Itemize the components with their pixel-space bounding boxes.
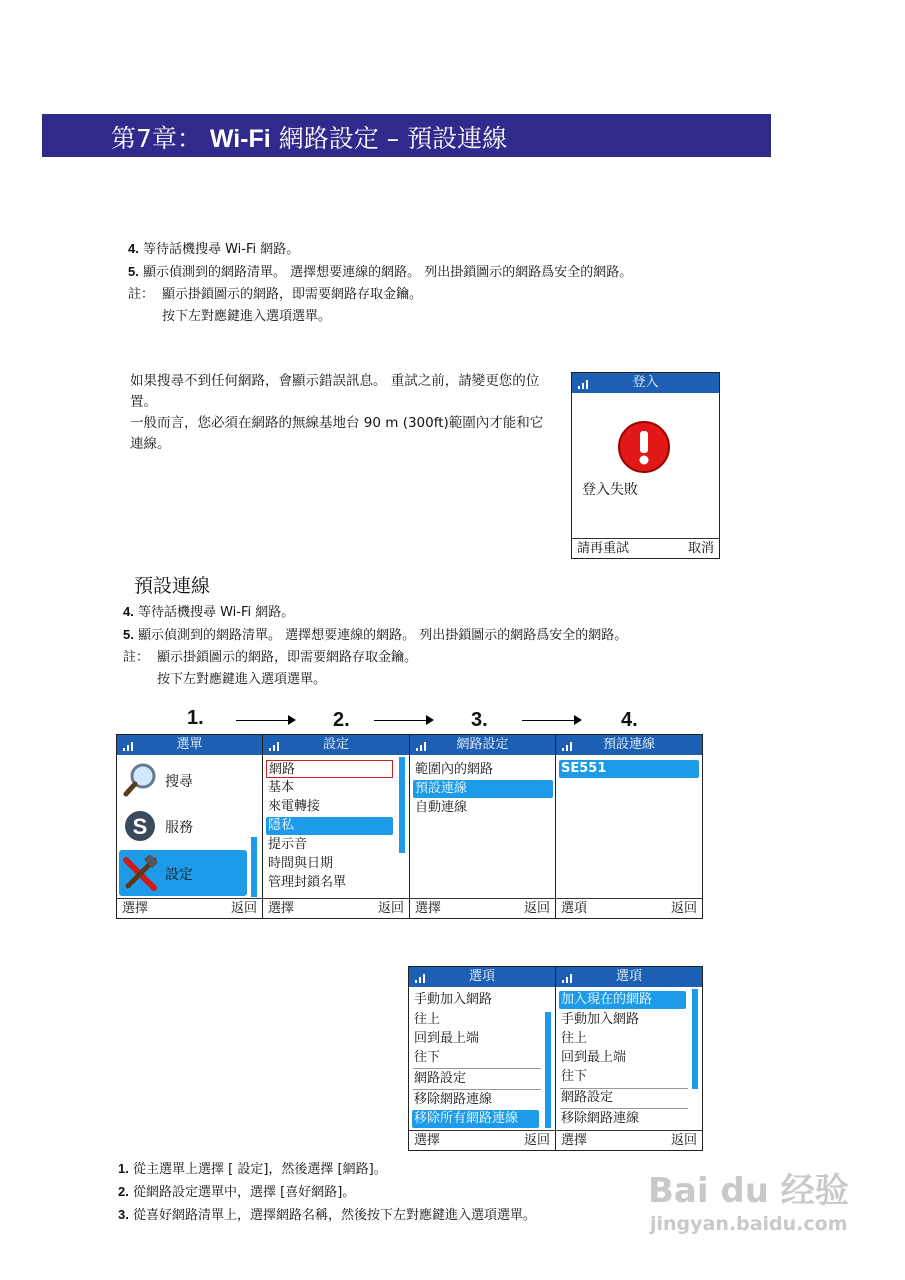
- select-softkey[interactable]: 選擇: [122, 901, 149, 916]
- option-manual-add[interactable]: 手動加入網路: [561, 1012, 640, 1027]
- login-failed-message: 登入失敗: [582, 482, 638, 498]
- settings-item-network[interactable]: 網路: [266, 760, 393, 778]
- network-entry[interactable]: SE551: [559, 760, 699, 778]
- cancel-softkey[interactable]: 取消: [687, 541, 714, 556]
- chapter-wifi: Wi-Fi: [209, 125, 271, 153]
- scrollbar[interactable]: [545, 1012, 551, 1128]
- select-softkey[interactable]: 選擇: [414, 1133, 441, 1148]
- divider: [560, 1108, 688, 1109]
- option-manual-add[interactable]: 手動加入網路: [414, 992, 493, 1007]
- option-remove[interactable]: 移除網路連線: [561, 1111, 640, 1126]
- watermark-logo: Bai du 经验: [648, 1171, 849, 1211]
- option-down[interactable]: 往下: [561, 1069, 588, 1084]
- chapter-title-text: 網路設定 – 預設連線: [278, 124, 508, 153]
- error-exclamation-icon: [617, 420, 671, 474]
- option-top[interactable]: 回到最上端: [561, 1050, 627, 1065]
- network-item-default[interactable]: 預設連線: [413, 780, 553, 798]
- settings-item-forward[interactable]: 來電轉接: [268, 799, 321, 814]
- settings-item-blocklist[interactable]: 管理封鎖名單: [268, 875, 347, 890]
- option-up[interactable]: 往上: [561, 1031, 588, 1046]
- network-item-auto[interactable]: 自動連線: [415, 800, 468, 815]
- back-softkey[interactable]: 返回: [230, 901, 257, 916]
- chapter-prefix: 第7章：: [111, 124, 202, 153]
- scrollbar[interactable]: [399, 757, 405, 853]
- back-softkey[interactable]: 返回: [523, 901, 550, 916]
- back-softkey[interactable]: 返回: [523, 1133, 550, 1148]
- network-item-in-range[interactable]: 範圍內的網路: [415, 762, 494, 777]
- signal-icon: [562, 971, 576, 983]
- option-network-settings[interactable]: 網路設定: [414, 1071, 467, 1086]
- option-down[interactable]: 往下: [414, 1050, 441, 1065]
- default-connection-screen: 預設連線 SE551 選項 返回: [555, 734, 703, 919]
- flow-step-2: 2.: [333, 709, 350, 731]
- settings-screen: 設定 網路 基本 來電轉接 隱私 提示音 時間與日期 管理封鎖名單 選擇 返回: [262, 734, 410, 919]
- option-join-current[interactable]: 加入現在的網路: [559, 991, 686, 1009]
- back-softkey[interactable]: 返回: [670, 901, 697, 916]
- description: 如果搜尋不到任何網路，會顯示錯誤訊息。 重試之前，請變更您的位置。 一般而言，您必須在網路的無線基地台 90 m (300ft)範圍內才能和它連線。: [130, 373, 544, 452]
- signal-icon: [578, 377, 592, 389]
- option-top[interactable]: 回到最上端: [414, 1031, 480, 1046]
- chapter-title: [111, 119, 507, 155]
- option-up[interactable]: 往上: [414, 1012, 441, 1027]
- back-softkey[interactable]: 返回: [377, 901, 404, 916]
- login-failed-screen: [571, 372, 720, 559]
- settings-item-tones[interactable]: 提示音: [268, 837, 308, 852]
- svg-text:S: S: [132, 814, 148, 839]
- signal-icon: [415, 971, 429, 983]
- skype-icon: [123, 809, 157, 843]
- top-steps: 4. 等待話機搜尋 Wi-Fi 網路。 5. 顯示偵測到的網路清單。 選擇想要連線的網路。 列出掛鎖圖示的網路爲安全的網路。 註： 顯示掛鎖圖示的網路，即需要網路存取金鑰。 按下左對應鍵進入選項選單。: [128, 241, 633, 324]
- network-settings-screen: 網路設定 範圍內的網路 預設連線 自動連線 選擇 返回: [409, 734, 556, 919]
- options-screen-1: 選項 手動加入網路 往上 回到最上端 往下 網路設定 移除網路連線 移除所有網路連線 選擇 返回: [408, 966, 556, 1151]
- signal-icon: [416, 739, 430, 751]
- signal-icon: [269, 739, 283, 751]
- divider: [413, 1068, 541, 1069]
- option-remove[interactable]: 移除網路連線: [414, 1092, 493, 1107]
- main-menu-screen: 選單 搜尋 S 服務 設定 選擇 返回: [116, 734, 263, 919]
- scrollbar[interactable]: [692, 989, 698, 1089]
- option-remove-all[interactable]: 移除所有網路連線: [412, 1110, 539, 1128]
- flow-arrow: [374, 720, 432, 721]
- settings-item-privacy[interactable]: 隱私: [266, 817, 393, 835]
- section-heading: 預設連線: [134, 575, 211, 597]
- flow-step-1: 1.: [187, 707, 204, 729]
- signal-icon: [562, 739, 576, 751]
- flow-step-4: 4.: [621, 709, 638, 731]
- select-softkey[interactable]: 選擇: [415, 901, 442, 916]
- options-screen-2: 選項 加入現在的網路 手動加入網路 往上 回到最上端 往下 網路設定 移除網路連線 選擇 返回: [555, 966, 703, 1151]
- menu-item-service[interactable]: 服務: [165, 820, 193, 836]
- watermark-url: jingyan.baidu.com: [650, 1213, 848, 1235]
- back-softkey[interactable]: 返回: [670, 1133, 697, 1148]
- menu-item-settings[interactable]: 設定: [165, 867, 193, 883]
- bottom-steps: 1. 從主選單上選擇 [ 設定]，然後選擇 [網路]。 2. 從網路設定選單中，選擇 [喜好網路]。 3. 從喜好網路清單上，選擇網路名稱，然後按下左對應鍵進入選項選單。: [118, 1161, 536, 1223]
- retry-softkey[interactable]: 請再重試: [577, 541, 630, 556]
- divider: [413, 1089, 541, 1090]
- softkey-bar: [572, 538, 719, 558]
- select-softkey[interactable]: 選擇: [268, 901, 295, 916]
- option-network-settings[interactable]: 網路設定: [561, 1090, 614, 1105]
- menu-item-search[interactable]: 搜尋: [165, 774, 193, 790]
- section-steps: 4. 等待話機搜尋 Wi-Fi 網路。 5. 顯示偵測到的網路清單。 選擇想要連線的網路。 列出掛鎖圖示的網路爲安全的網路。 註： 顯示掛鎖圖示的網路，即需要網路存取金鑰。 按下左對應鍵進入選項選單。: [123, 604, 628, 687]
- flow-arrow: [522, 720, 580, 721]
- select-softkey[interactable]: 選擇: [561, 1133, 588, 1148]
- options-softkey[interactable]: 選項: [561, 901, 588, 916]
- tools-icon: [121, 855, 159, 893]
- flow-arrow: [236, 720, 294, 721]
- settings-item-basic[interactable]: 基本: [268, 780, 295, 795]
- flow-step-3: 3.: [471, 709, 488, 731]
- signal-icon: [123, 739, 137, 751]
- search-icon: [123, 762, 159, 798]
- settings-item-datetime[interactable]: 時間與日期: [268, 856, 334, 871]
- screen-title-bar: 登入: [572, 373, 719, 393]
- scrollbar[interactable]: [251, 837, 257, 897]
